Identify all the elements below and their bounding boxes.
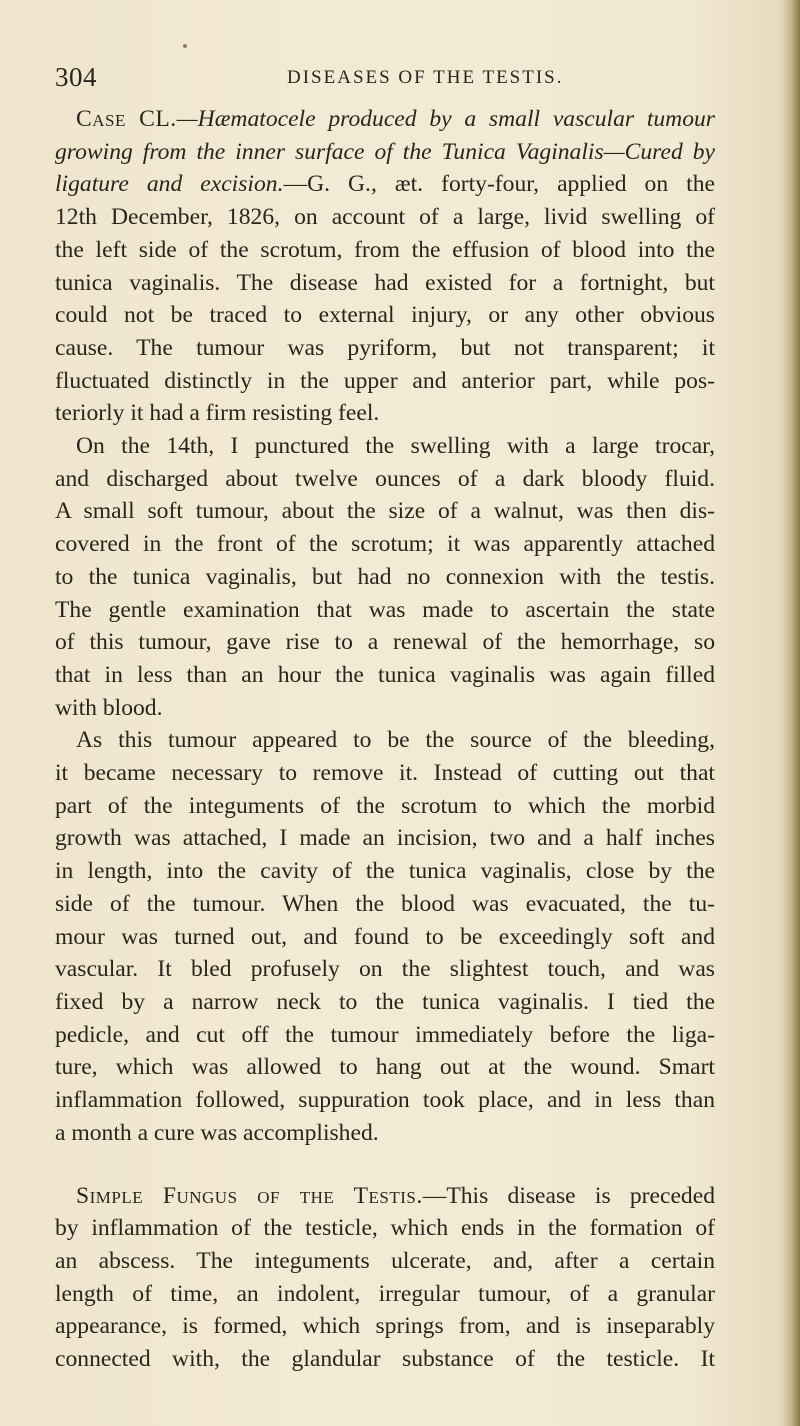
text-line: part of the integuments of the scrotum to which the morbid [55,792,715,819]
text-line: connected with, the glandular substance of the testicle. It [55,1346,715,1373]
text-line: ture, which was allowed to hang out at the wound. Smart [55,1054,715,1081]
text-line: inflammation followed, suppuration took place, and in less than [55,1087,715,1114]
text-line: cause. The tumour was pyriform, but not transparent; it [55,334,715,361]
text-line: and discharged about twelve ounces of a dark bloody fluid. [55,465,715,492]
text-line: by inflammation of the testicle, which ends in the formation of [55,1215,715,1242]
case-title-line-3: ligature and excision.—G. G., æt. forty-four, applied on the [55,171,715,198]
text-line: with blood. [55,694,163,721]
case-title-line-2: growing from the inner surface of the Tunica Vaginalis—Cured by [55,138,715,165]
section-heading: Simple Fungus of the Testis. [76,1182,423,1209]
text-line: could not be traced to external injury, or any other obvious [55,302,715,329]
page-body [55,103,715,1376]
text-line: fixed by a narrow neck to the tunica vaginalis. I tied the [55,988,715,1015]
text-line: a month a cure was accomplished. [55,1119,379,1146]
text-line: to the tunica vaginalis, but had no connexion with the testis. [55,563,715,590]
text-line: of this tumour, gave rise to a renewal of the hemorrhage, so [55,629,715,656]
text-line: A small soft tumour, about the size of a walnut, was then dis- [55,498,715,525]
page-header [55,62,715,96]
text-line: vascular. It bled profusely on the slightest touch, and was [55,956,715,983]
text-line: it became necessary to remove it. Instead of cutting out that [55,760,715,787]
text-line: covered in the front of the scrotum; it was apparently attached [55,531,715,558]
text-line: pedicle, and cut off the tumour immediately before the liga- [55,1021,715,1048]
section-heading-line: Simple Fungus of the Testis.—This disease is preceded [76,1182,715,1209]
text-line: teriorly it had a firm resisting feel. [55,400,380,427]
page-edge-shadow [782,0,800,1426]
text-line: The gentle examination that was made to ascertain the state [55,596,715,623]
case-title: —Hæmatocele produced by a small vascular tumour [176,106,715,132]
text-line: an abscess. The integuments ulcerate, and, after a certain [55,1247,715,1274]
text-line: the left side of the scrotum, from the effusion of blood into the [55,236,715,263]
text-line: On the 14th, I punctured the swelling with a large trocar, [76,433,715,460]
text-line: 12th December, 1826, on account of a large, livid swelling of [55,204,715,231]
page-number: 304 [55,62,97,92]
text-line: length of time, an indolent, irregular tumour, of a granular [55,1280,715,1307]
case-title-line-1 [55,103,715,136]
text-line: tunica vaginalis. The disease had existed for a fortnight, but [55,269,715,296]
text-line: mour was turned out, and found to be exceedingly soft and [55,923,715,950]
text-line: side of the tumour. When the blood was evacuated, the tu- [55,890,715,917]
text-line: in length, into the cavity of the tunica vaginalis, close by the [55,858,715,885]
paper-speck [183,44,187,48]
text-line: that in less than an hour the tunica vaginalis was again filled [55,661,715,688]
section-gap [55,1150,715,1180]
running-head: DISEASES OF THE TESTIS. [287,67,564,88]
text-line: growth was attached, I made an incision, two and a half inches [55,825,715,852]
text-line: fluctuated distinctly in the upper and anterior part, while pos- [55,367,715,394]
text-line: As this tumour appeared to be the source of the bleeding, [76,727,715,754]
text-line: appearance, is formed, which springs from, and is inseparably [55,1313,715,1340]
case-number: CL. [125,106,177,132]
case-label: Case [76,106,126,132]
